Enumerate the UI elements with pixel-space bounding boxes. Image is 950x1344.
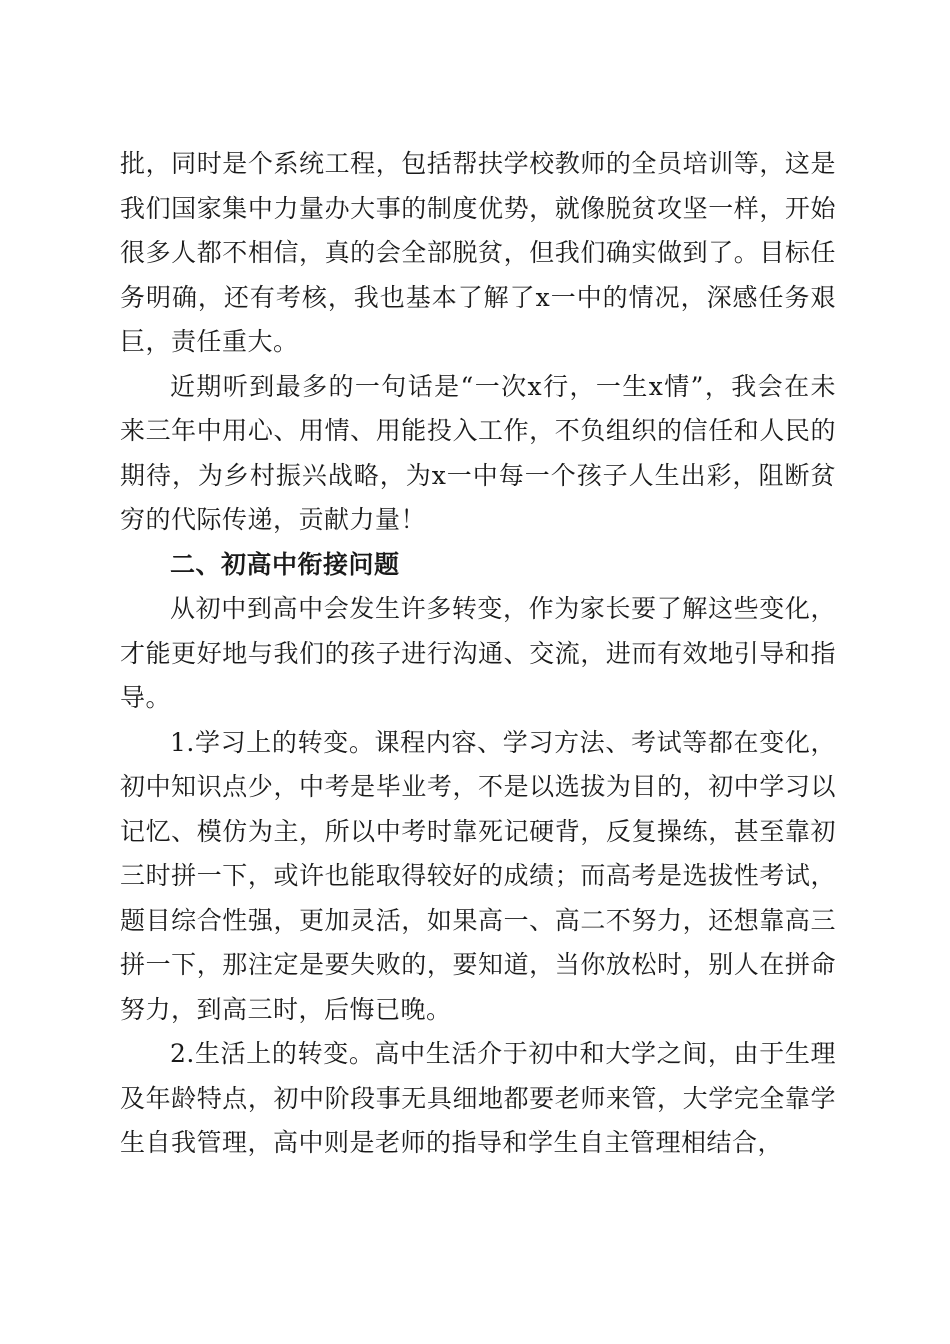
- paragraph-study-change: 1.学习上的转变。课程内容、学习方法、考试等都在变化，初中知识点少，中考是毕业考，不是以选拔为目的，初中学习以记忆、模仿为主，所以中考时靠死记硬背，反复操练，甚至靠初三时拼一下，或许也能取得较好的成绩；而高考是选拔性考试，题目综合性强，更加灵活，如果高一、高二不努力，还想靠高三拼一下，那注定是要失败的，要知道，当你放松时，别人在拼命努力，到高三时，后悔已晚。: [120, 727, 836, 1024]
- section-heading: 二、初高中衔接问题: [170, 549, 400, 579]
- paragraph-continuation: 批，同时是个系统工程，包括帮扶学校教师的全员培训等，这是我们国家集中力量办大事的制度优势，就像脱贫攻坚一样，开始很多人都不相信，真的会全部脱贫，但我们确实做到了。目标任务明确，还有考核，我也基本了解了x一中的情况，深感任务艰巨，责任重大。: [120, 149, 836, 356]
- paragraph-life-change: 2.生活上的转变。高中生活介于初中和大学之间，由于生理及年龄特点，初中阶段事无具细地都要老师来管，大学完全靠学生自我管理，高中则是老师的指导和学生自主管理相结合，: [120, 1039, 836, 1157]
- body-text: [120, 142, 836, 1166]
- paragraph-commitment: 近期听到最多的一句话是“一次x行，一生x情”，我会在未来三年中用心、用情、用能投入工作，不负组织的信任和人民的期待，为乡村振兴战略，为x一中每一个孩子人生出彩，阻断贫穷的代际传递，贡献力量！: [120, 371, 836, 534]
- paragraph-intro: 从初中到高中会发生许多转变，作为家长要了解这些变化，才能更好地与我们的孩子进行沟通、交流，进而有效地引导和指导。: [120, 594, 836, 712]
